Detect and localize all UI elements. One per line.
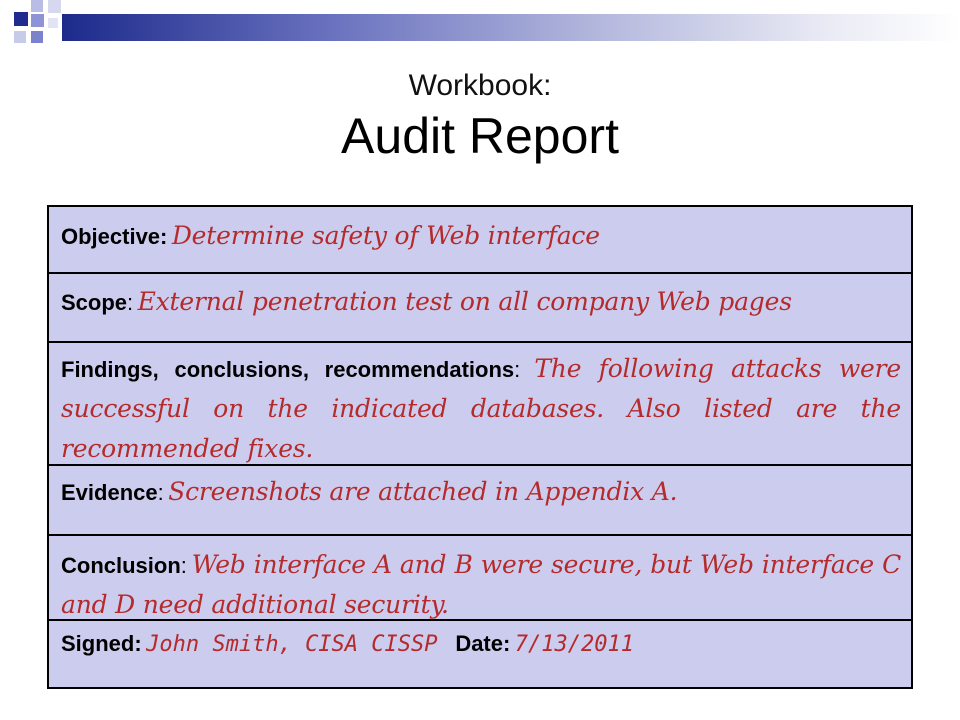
signed-label: Signed:: [61, 631, 142, 656]
title-heading: Audit Report: [341, 108, 619, 164]
findings-row: [49, 343, 911, 466]
scope-separator: :: [127, 290, 134, 315]
title-subheading: Workbook:: [408, 69, 552, 102]
conclusion-value: Web interface A and B were secure, but Web interface C and D need additional security.: [61, 550, 901, 619]
decor-square: [31, 14, 44, 27]
audit-report-table: [47, 205, 913, 689]
scope-row: [49, 274, 911, 343]
conclusion-separator: :: [180, 553, 187, 578]
signature-value: John Smith, CISA CISSP: [146, 632, 438, 657]
objective-row: [49, 207, 911, 274]
decor-square: [31, 31, 43, 43]
findings-separator: :: [514, 357, 521, 382]
scope-value: External penetration test on all company Web pages: [137, 287, 792, 316]
decorative-header-band: [0, 0, 960, 60]
decor-square: [14, 31, 26, 43]
decor-square: [48, 18, 58, 28]
slide-title: [0, 68, 960, 166]
scope-label: Scope: [61, 290, 128, 315]
evidence-value: Screenshots are attached in Appendix A.: [168, 477, 678, 506]
decor-square: [48, 0, 61, 13]
objective-value: Determine safety of Web interface: [171, 221, 600, 250]
conclusion-label: Conclusion: [61, 553, 181, 578]
findings-value: The following attacks were successful on the indicated databases. Also listed are the recommended fixes.: [61, 354, 901, 463]
findings-label: Findings, conclusions, recommendations: [61, 357, 515, 382]
conclusion-row: [49, 536, 911, 621]
evidence-row: [49, 466, 911, 536]
decor-square: [14, 12, 28, 26]
signed-row: [49, 621, 911, 687]
date-label: Date:: [455, 631, 511, 656]
gradient-band: [62, 14, 960, 41]
objective-label: Objective:: [61, 224, 168, 249]
date-value: 7/13/2011: [514, 632, 634, 657]
decor-square: [31, 0, 43, 12]
evidence-separator: :: [157, 480, 164, 505]
evidence-label: Evidence: [61, 480, 158, 505]
